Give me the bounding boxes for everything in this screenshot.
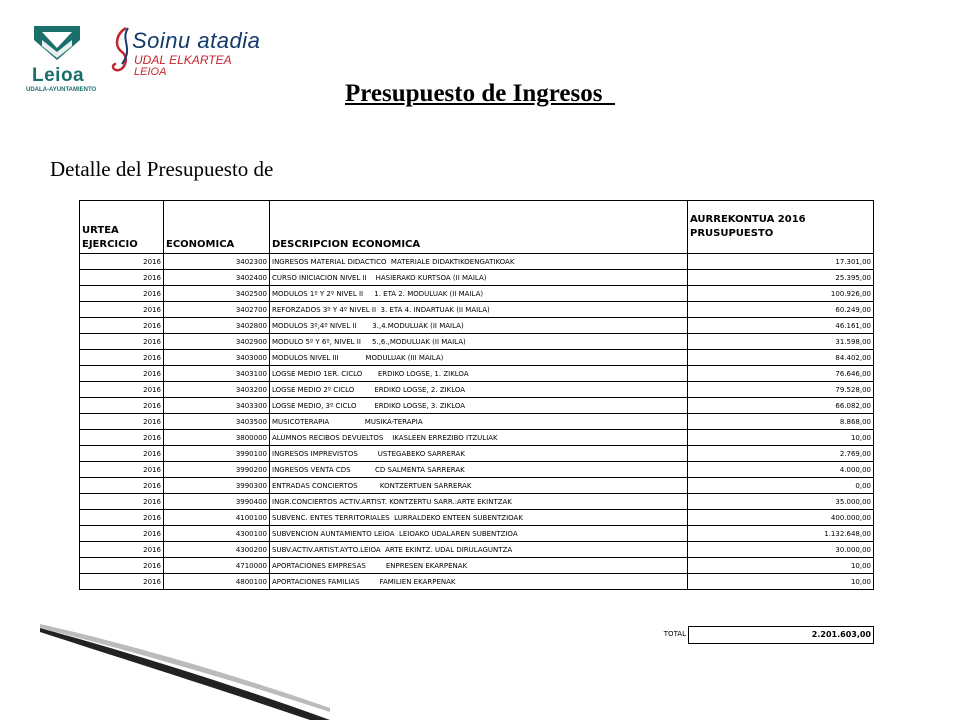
cell-description: MODULO 5º Y 6º, NIVEL II 5.,6.,MODULUAK (II MAILA) xyxy=(270,334,688,350)
cell-economica: 3402900 xyxy=(164,334,270,350)
cell-description: INGRESOS VENTA CDS CD SALMENTA SARRERAK xyxy=(270,462,688,478)
cell-year: 2016 xyxy=(80,366,164,382)
table-row xyxy=(80,318,874,334)
cell-description: MODULOS NIVEL III MODULUAK (III MAILA) xyxy=(270,350,688,366)
cell-amount: 100.926,00 xyxy=(688,286,874,302)
cell-economica: 4300100 xyxy=(164,526,270,542)
cell-amount: 8.868,00 xyxy=(688,414,874,430)
music-school-logo-name: Soinu atadia xyxy=(132,28,261,53)
table-row xyxy=(80,430,874,446)
cell-year: 2016 xyxy=(80,446,164,462)
table-row xyxy=(80,286,874,302)
table-row xyxy=(80,366,874,382)
cell-description: SUBVENC. ENTES TERRITORIALES LURRALDEKO ENTEEN SUBENTZIOAK xyxy=(270,510,688,526)
cell-year: 2016 xyxy=(80,318,164,334)
cell-year: 2016 xyxy=(80,398,164,414)
header-economica: ECONOMICA xyxy=(164,201,270,254)
table-row xyxy=(80,478,874,494)
cell-description: LOGSE MEDIO, 3º CICLO ERDIKO LOGSE, 3. ZIKLOA xyxy=(270,398,688,414)
table-row xyxy=(80,382,874,398)
cell-description: ENTRADAS CONCIERTOS KONTZERTUEN SARRERAK xyxy=(270,478,688,494)
budget-table-body xyxy=(80,254,874,590)
cell-description: INGRESOS IMPREVISTOS USTEGABEKO SARRERAK xyxy=(270,446,688,462)
cell-year: 2016 xyxy=(80,574,164,590)
page-subtitle: Detalle del Presupuesto de xyxy=(50,157,274,181)
cell-year: 2016 xyxy=(80,558,164,574)
cell-economica: 4100100 xyxy=(164,510,270,526)
cell-amount: 17.301,00 xyxy=(688,254,874,270)
table-row xyxy=(80,526,874,542)
cell-year: 2016 xyxy=(80,414,164,430)
table-row xyxy=(80,334,874,350)
cell-economica: 3402400 xyxy=(164,270,270,286)
cell-amount: 30.000,00 xyxy=(688,542,874,558)
cell-economica: 3990200 xyxy=(164,462,270,478)
header-description: DESCRIPCION ECONOMICA xyxy=(270,201,688,254)
table-row xyxy=(80,510,874,526)
cell-economica: 3402700 xyxy=(164,302,270,318)
cell-description: CURSO INICIACION NIVEL II HASIERAKO KURTSOA (II MAILA) xyxy=(270,270,688,286)
cell-economica: 3403100 xyxy=(164,366,270,382)
cell-year: 2016 xyxy=(80,542,164,558)
music-school-logo xyxy=(108,24,261,80)
table-row xyxy=(80,270,874,286)
cell-amount: 35.000,00 xyxy=(688,494,874,510)
cell-description: APORTACIONES EMPRESAS ENPRESEN EKARPENAK xyxy=(270,558,688,574)
leioa-shield-icon xyxy=(34,26,80,66)
cell-description: LOGSE MEDIO 2º CICLO ERDIKO LOGSE, 2. ZIKLOA xyxy=(270,382,688,398)
cell-economica: 3402800 xyxy=(164,318,270,334)
cell-economica: 3403000 xyxy=(164,350,270,366)
cell-amount: 400.000,00 xyxy=(688,510,874,526)
cell-year: 2016 xyxy=(80,382,164,398)
cell-description: APORTACIONES FAMILIAS FAMILIEN EKARPENAK xyxy=(270,574,688,590)
cell-year: 2016 xyxy=(80,350,164,366)
cell-description: MODULOS 1º Y 2º NIVEL II 1. ETA 2. MODULUAK (II MAILA) xyxy=(270,286,688,302)
cell-economica: 4800100 xyxy=(164,574,270,590)
total-value: 2.201.603,00 xyxy=(688,626,874,644)
cell-description: INGRESOS MATERIAL DIDACTICO MATERIALE DIDAKTIKOENGATIKOAK xyxy=(270,254,688,270)
table-row xyxy=(80,494,874,510)
cell-economica: 4300200 xyxy=(164,542,270,558)
header-year: URTEA EJERCICIO xyxy=(80,201,164,254)
table-header-row xyxy=(80,201,874,254)
cell-year: 2016 xyxy=(80,510,164,526)
leioa-logo-subtitle: UDALA-AYUNTAMIENTO xyxy=(26,87,97,93)
cell-economica: 3990100 xyxy=(164,446,270,462)
cell-description: MUSICOTERAPIA MUSIKA-TERAPIA xyxy=(270,414,688,430)
cell-amount: 76.646,00 xyxy=(688,366,874,382)
cell-amount: 25.395,00 xyxy=(688,270,874,286)
cell-amount: 10,00 xyxy=(688,558,874,574)
cell-economica: 3402300 xyxy=(164,254,270,270)
cell-amount: 46.161,00 xyxy=(688,318,874,334)
cell-economica: 3990300 xyxy=(164,478,270,494)
cell-amount: 10,00 xyxy=(688,430,874,446)
music-school-logo-line3: LEIOA xyxy=(134,66,167,78)
page-title: Presupuesto de Ingresos xyxy=(345,80,615,107)
cell-year: 2016 xyxy=(80,302,164,318)
cell-description: SUBV.ACTIV.ARTIST.AYTO.LEIOA ARTE EKINTZ. UDAL DIRULAGUNTZA xyxy=(270,542,688,558)
cell-amount: 60.249,00 xyxy=(688,302,874,318)
cell-amount: 31.598,00 xyxy=(688,334,874,350)
cell-year: 2016 xyxy=(80,478,164,494)
cell-economica: 4710000 xyxy=(164,558,270,574)
table-row xyxy=(80,302,874,318)
cell-amount: 1.132.648,00 xyxy=(688,526,874,542)
cell-amount: 4.000,00 xyxy=(688,462,874,478)
cell-year: 2016 xyxy=(80,286,164,302)
table-row xyxy=(80,462,874,478)
cell-economica: 3800000 xyxy=(164,430,270,446)
header-amount: AURREKONTUA 2016 PRUSUPUESTO xyxy=(688,201,874,254)
cell-amount: 10,00 xyxy=(688,574,874,590)
table-row xyxy=(80,558,874,574)
table-row xyxy=(80,414,874,430)
table-row xyxy=(80,398,874,414)
cell-amount: 2.769,00 xyxy=(688,446,874,462)
leioa-logo xyxy=(22,22,97,94)
cell-amount: 0,00 xyxy=(688,478,874,494)
table-row xyxy=(80,574,874,590)
cell-economica: 3402500 xyxy=(164,286,270,302)
cell-year: 2016 xyxy=(80,526,164,542)
leioa-logo-word: Leioa xyxy=(32,65,85,86)
cell-amount: 66.082,00 xyxy=(688,398,874,414)
cell-amount: 79.528,00 xyxy=(688,382,874,398)
cell-economica: 3403300 xyxy=(164,398,270,414)
cell-year: 2016 xyxy=(80,254,164,270)
cell-description: MODULOS 3º,4º NIVEL II 3.,4.MODULUAK (II MAILA) xyxy=(270,318,688,334)
cell-description: INGR.CONCIERTOS ACTIV.ARTIST. KONTZERTU SARR.:ARTE EKINTZAK xyxy=(270,494,688,510)
cell-year: 2016 xyxy=(80,334,164,350)
cell-description: LOGSE MEDIO 1ER. CICLO ERDIKO LOGSE, 1. ZIKLOA xyxy=(270,366,688,382)
cell-description: REFORZADOS 3º Y 4º NIVEL II 3. ETA 4. INDARTUAK (II MAILA) xyxy=(270,302,688,318)
music-school-logo-line2: UDAL ELKARTEA xyxy=(134,53,232,67)
cell-year: 2016 xyxy=(80,462,164,478)
table-row xyxy=(80,542,874,558)
table-row xyxy=(80,446,874,462)
cell-year: 2016 xyxy=(80,270,164,286)
cell-economica: 3990400 xyxy=(164,494,270,510)
budget-table xyxy=(79,200,874,590)
table-row xyxy=(80,254,874,270)
decorative-swoosh xyxy=(0,600,330,720)
cell-description: SUBVENCION AUNTAMIENTO LEIOA LEIOAKO UDALAREN SUBENTZIOA xyxy=(270,526,688,542)
cell-amount: 84.402,00 xyxy=(688,350,874,366)
cell-description: ALUMNOS RECIBOS DEVUELTOS IKASLEEN ERREZIBO ITZULIAK xyxy=(270,430,688,446)
cell-year: 2016 xyxy=(80,494,164,510)
total-label: TOTAL xyxy=(663,630,686,638)
cell-year: 2016 xyxy=(80,430,164,446)
cell-economica: 3403500 xyxy=(164,414,270,430)
cell-economica: 3403200 xyxy=(164,382,270,398)
table-row xyxy=(80,350,874,366)
